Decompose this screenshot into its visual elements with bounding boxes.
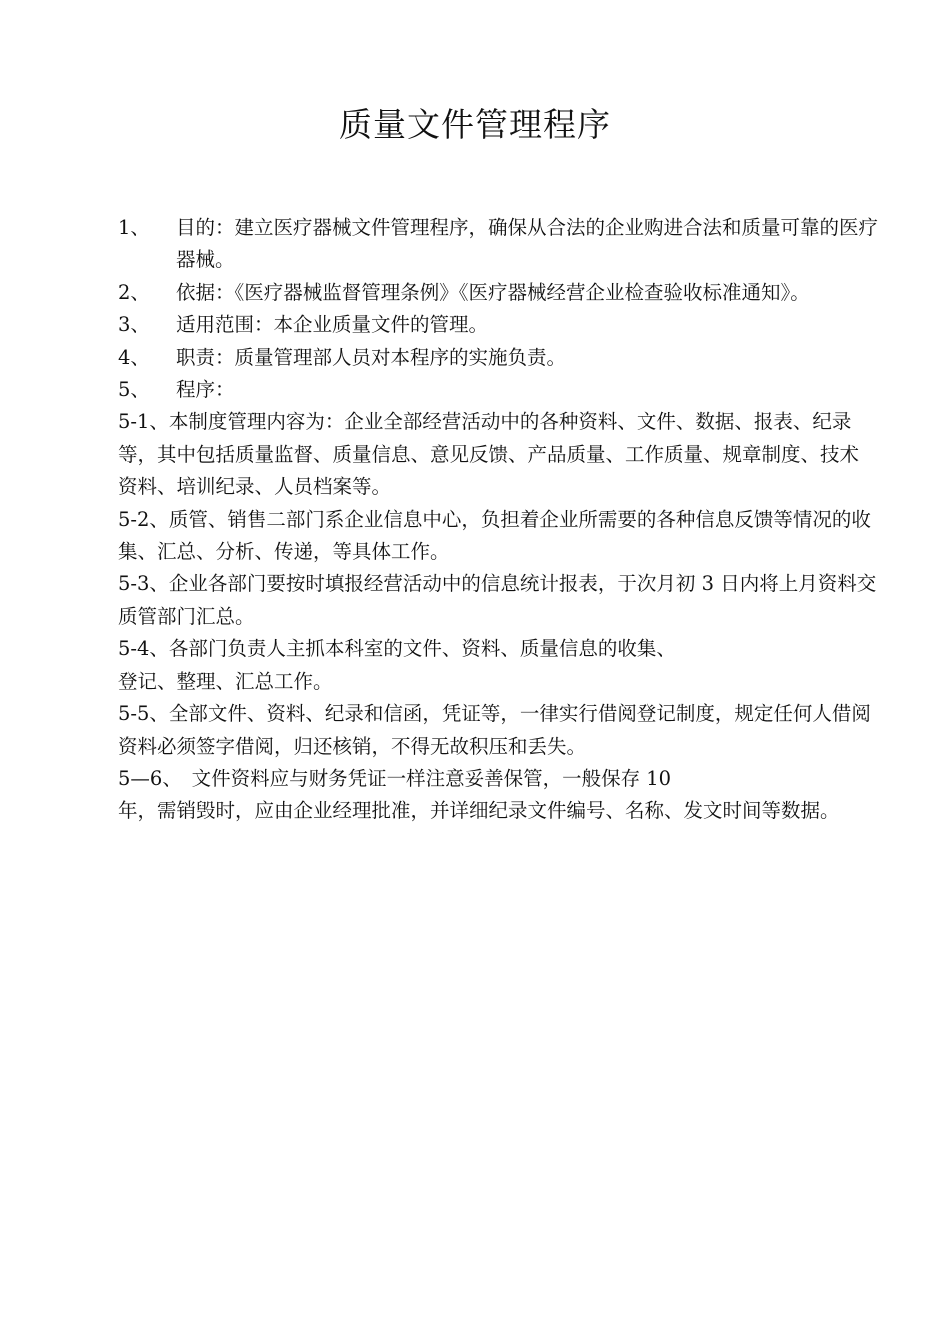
item-number: 2、	[118, 280, 150, 304]
procedure-paragraph	[118, 763, 878, 828]
procedure-paragraph: 5-3、企业各部门要按时填报经营活动中的信息统计报表，于次月初 3 日内将上月资料交质管部门汇总。	[118, 572, 877, 628]
list-item	[118, 374, 878, 406]
item-number: 4、	[118, 345, 150, 369]
page-title: 质量文件管理程序	[339, 105, 611, 144]
procedure-line: 5—6、 文件资料应与财务凭证一样注意妥善保管，一般保存 10	[118, 766, 672, 790]
list-item	[118, 342, 878, 374]
item-text: 职责：质量管理部人员对本程序的实施负责。	[176, 345, 567, 369]
list-item	[118, 309, 878, 341]
item-number: 5、	[118, 378, 150, 402]
item-text: 目的：建立医疗器械文件管理程序，确保从合法的企业购进合法和质量可靠的医疗器械。	[176, 216, 879, 272]
item-number: 1、	[118, 216, 150, 239]
procedure-line: 登记、整理、汇总工作。	[118, 669, 333, 693]
list-item	[118, 277, 878, 309]
procedure-paragraph: 5-2、质管、销售二部门系企业信息中心，负担着企业所需要的各种信息反馈等情况的收集、汇总、分析、传递，等具体工作。	[118, 507, 871, 564]
procedure-paragraph: 5-1、本制度管理内容为：企业全部经营活动中的各种资料、文件、数据、报表、纪录等，其中包括质量监督、质量信息、意见反馈、产品质量、工作质量、规章制度、技术资料、培训纪录、人员档案等。	[118, 410, 860, 499]
list-item	[118, 212, 878, 277]
item-number: 3、	[118, 313, 150, 337]
procedure-line: 年，需销毁时，应由企业经理批准，并详细纪录文件编号、名称、发文时间等数据。	[118, 799, 840, 823]
item-text: 适用范围：本企业质量文件的管理。	[176, 313, 489, 337]
procedure-line: 5-4、各部门负责人主抓本科室的文件、资料、质量信息的收集、	[118, 637, 676, 661]
item-text: 依据：《医疗器械监督管理条例》《医疗器械经营企业检查验收标准通知》。	[176, 280, 810, 304]
document-body	[118, 212, 878, 828]
item-text: 程序：	[176, 378, 235, 402]
procedure-paragraph	[118, 633, 878, 698]
procedure-paragraph: 5-5、全部文件、资料、纪录和信函，凭证等，一律实行借阅登记制度，规定任何人借阅资料必须签字借阅，归还核销，不得无故积压和丢失。	[118, 702, 871, 758]
